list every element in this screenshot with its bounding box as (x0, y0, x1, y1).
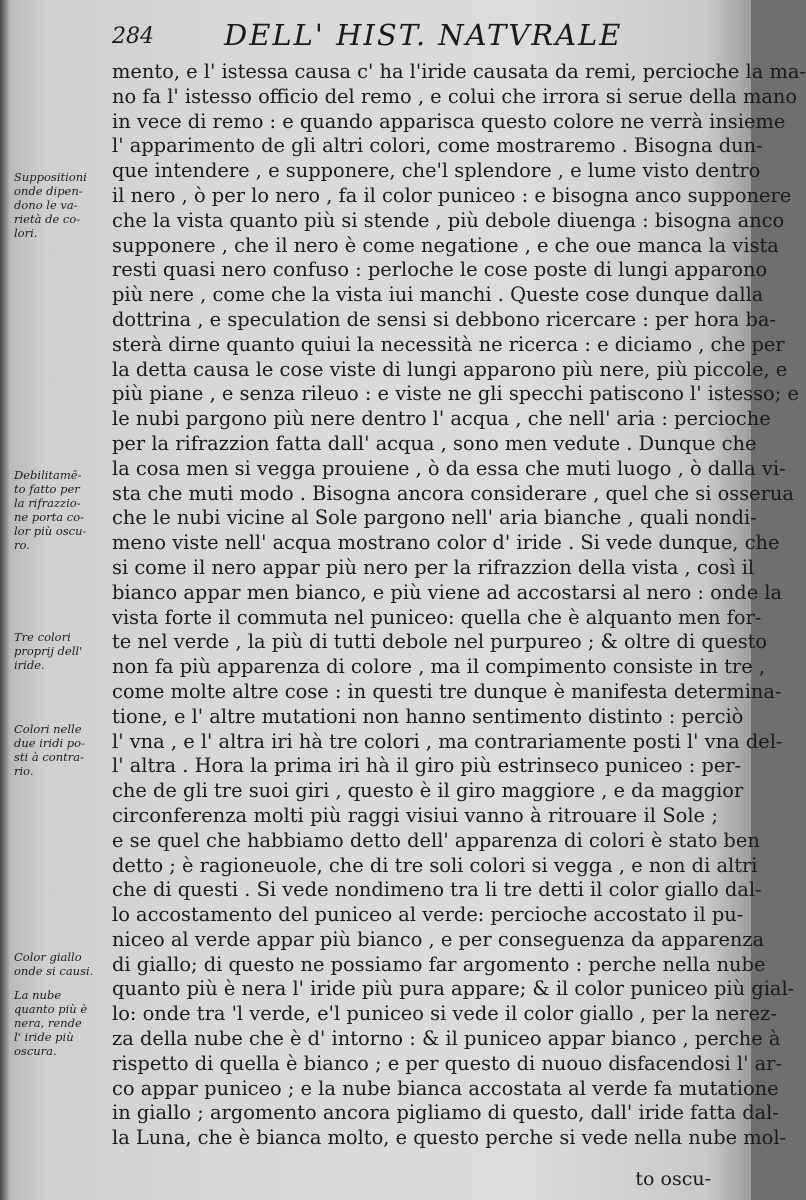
text-line: meno viste nell' acqua mostrano color d' iride . Si vede dunque, che (112, 531, 780, 555)
text-line: più piane , e senza rileuo : e viste ne gli specchi patiscono l' istesso; e (112, 382, 799, 406)
text-line: che di questi . Si vede nondimeno tra li tre detti il color giallo dal- (112, 878, 762, 902)
margin-note-line: ne porta co- (14, 510, 85, 524)
margin-note (14, 170, 108, 240)
text-line: di giallo; di questo ne possiamo far argomento : perche nella nube (112, 952, 766, 976)
margin-note-line: iride. (14, 658, 45, 672)
margin-note-line: Color giallo (14, 950, 82, 964)
margin-note-line: l' iride più (14, 1030, 74, 1044)
margin-note-line: lori. (14, 226, 38, 240)
margin-note-line: ro. (14, 538, 30, 552)
text-line: in vece di remo : e quando apparisca questo colore ne verrà insieme (112, 109, 786, 133)
margin-note-line: oscura. (14, 1044, 57, 1058)
margin-note (14, 988, 108, 1058)
text-line: lo: onde tra 'l verde, e'l puniceo si vede il color giallo , per la nerez- (112, 1002, 777, 1026)
text-line: la cosa men si vegga prouiene , ò da essa che muti luogo , ò dalla vi- (112, 456, 786, 480)
text-line: l' vna , e l' altra iri hà tre colori , ma contrariamente posti l' vna del- (112, 729, 783, 753)
catchword: to oscu- (635, 1168, 711, 1190)
text-line: te nel verde , la più di tutti debole nel purpureo ; & oltre di questo (112, 630, 768, 654)
running-head (112, 18, 722, 58)
margin-note-line: Colori nelle (14, 722, 82, 736)
text-line: que intendere , e supponere, che'l splendore , e lume visto dentro (112, 159, 761, 183)
margin-note-line: Tre colori (14, 630, 71, 644)
text-line: bianco appar men bianco, e più viene ad accostarsi al nero : onde la (112, 580, 783, 604)
text-line: vista forte il commuta nel puniceo: quella che è alquanto men for- (112, 605, 762, 629)
text-line: lo accostamento del puniceo al verde: percioche accostato il pu- (112, 903, 744, 927)
text-line: che le nubi vicine al Sole pargono nell' aria bianche , quali nondi- (112, 506, 757, 530)
text-line: si come il nero appar più nero per la rifrazzion della vista , così il (112, 555, 755, 579)
margin-note-line: onde dipen- (14, 184, 83, 198)
gutter-shadow (0, 0, 10, 1200)
text-line: sta che muti modo . Bisogna ancora considerare , quel che si osserua (112, 481, 794, 505)
text-line: mento, e l' istessa causa c' ha l'iride causata da remi, percioche la ma- (112, 60, 806, 83)
margin-note-line: lor più oscu- (14, 524, 87, 538)
text-line: tione, e l' altre mutationi non hanno sentimento distinto : perciò (112, 704, 744, 728)
text-line: per la rifrazzion fatta dall' acqua , sono men vedute . Dunque che (112, 431, 757, 455)
text-line: no fa l' istesso officio del remo , e colui che irrora si serue della mano (112, 84, 798, 108)
text-line: le nubi pargono più nere dentro l' acqua , che nell' aria : percioche (112, 407, 771, 431)
text-line: za della nube che è d' intorno : & il puniceo appar bianco , perche à (112, 1027, 781, 1051)
text-line: co appar puniceo ; e la nube bianca accostata al verde fa mutatione (112, 1076, 779, 1100)
text-line: in giallo ; argomento ancora pigliamo di questo, dall' iride fatta dal- (112, 1101, 779, 1125)
running-title: DELL' HIST. NATVRALE (224, 18, 623, 52)
margin-note-line: rietà de co- (14, 212, 81, 226)
margin-note-line: sti à contra- (14, 750, 84, 764)
margin-note-line: onde si causi. (14, 964, 94, 978)
margin-note-line: nera, rende (14, 1016, 82, 1030)
text-line: circonferenza molti più raggi visiui vanno à ritrouare il Sole ; (112, 803, 718, 827)
margin-note (14, 468, 108, 552)
text-line: dottrina , e speculation de sensi si debbono ricercare : per hora ba- (112, 307, 777, 331)
body-text (112, 60, 806, 1151)
text-line: la detta causa le cose viste di lungi apparono più nere, più piccole, e (112, 357, 788, 381)
margin-note-line: la rifrazzio- (14, 496, 81, 510)
text-line: quanto più è nera l' iride più pura appare; & il color puniceo più gial- (112, 977, 795, 1001)
text-line: come molte altre cose : in questi tre dunque è manifesta determina- (112, 679, 782, 703)
margin-note-line: Debilitamē- (14, 468, 82, 482)
margin-note (14, 630, 108, 672)
page-number: 284 (112, 24, 154, 49)
text-line: non fa più apparenza di colore , ma il compimento consiste in tre , (112, 655, 765, 679)
text-line: l' altra . Hora la prima iri hà il giro più estrinseco puniceo : per- (112, 754, 742, 778)
text-line: e se quel che habbiamo detto dell' apparenza di colori è stato ben (112, 828, 760, 852)
margin-note (14, 722, 108, 778)
text-line: il nero , ò per lo nero , fa il color puniceo : e bisogna anco supponere (112, 183, 792, 207)
margin-note-line: La nube (14, 988, 62, 1002)
text-line: l' apparimento de gli altri colori, come mostraremo . Bisogna dun- (112, 134, 763, 158)
text-line: che de gli tre suoi giri , questo è il giro maggiore , e da maggior (112, 779, 744, 803)
text-line: la Luna, che è bianca molto, e questo perche si vede nella nube mol- (112, 1126, 787, 1150)
text-line: niceo al verde appar più bianco , e per conseguenza da apparenza (112, 927, 765, 951)
text-line: resti quasi nero confuso : perloche le cose poste di lungi apparono (112, 258, 768, 282)
text-line: sterà dirne quanto quiui la necessità ne ricerca : e diciamo , che per (112, 332, 785, 356)
text-line: più nere , come che la vista iui manchi . Queste cose dunque dalla (112, 283, 764, 307)
text-line: supponere , che il nero è come negatione , e che oue manca la vista (112, 233, 779, 257)
margin-note-line: proprij dell' (14, 644, 83, 658)
margin-note (14, 950, 108, 978)
margin-note-line: Suppositioni (14, 170, 87, 184)
margin-note-line: rio. (14, 764, 34, 778)
margin-note-line: dono le va- (14, 198, 78, 212)
text-line: rispetto di quella è bianco ; e per questo di nuouo disfacendosi l' ar- (112, 1051, 782, 1075)
text-line: che la vista quanto più si stende , più debole diuenga : bisogna anco (112, 208, 785, 232)
text-line: detto ; è ragioneuole, che di tre soli colori si vegga , e non di altri (112, 853, 758, 877)
margin-note-line: to fatto per (14, 482, 80, 496)
margin-note-line: due iridi po- (14, 736, 85, 750)
margin-note-line: quanto più è (14, 1002, 88, 1016)
